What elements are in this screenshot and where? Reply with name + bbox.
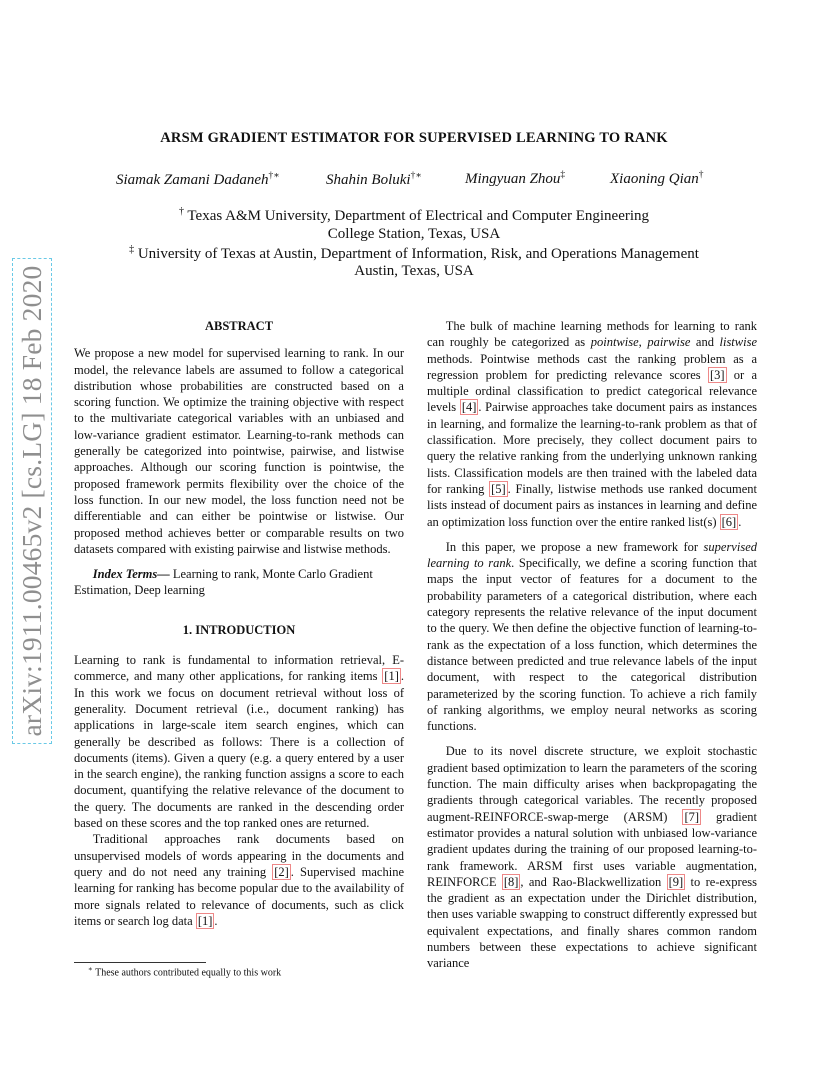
citation-9[interactable]: [9] [668,874,684,889]
citation-7[interactable]: [7] [684,809,700,824]
arxiv-stamp [12,262,52,740]
author-1: Siamak Zamani Dadaneh†∗ [116,171,280,188]
index-terms-label: Index Terms— [92,567,170,582]
citation-6[interactable]: [6] [721,514,737,529]
abstract-heading: ABSTRACT [204,319,274,333]
arxiv-stamp-text: arXiv:1911.00465v2 [cs.LG] 18 Feb 2020 [16,265,47,737]
affiliation-2-line1: ‡ University of Texas at Austin, Department of Information, Risk, and Operations Management [129,244,699,262]
citation-3[interactable]: [3] [709,367,725,382]
author-4: Xiaoning Qian† [610,170,704,187]
footnote: ∗ These authors contributed equally to this work [88,965,282,979]
right-paragraph-1: The bulk of machine learning methods for learning to rank can roughly be categorized as pointwise, pairwise and listwise methods. Pointwise methods cast the ranking problem as a regression problem for predicting relevance scores [3] or a multiple ordinal classification to predict categorical relevance levels [4] . Pairwise approaches take document pairs as instances in learning, and formalize the learning-to-rank problem as that of classification. More precisely, they collect document pairs to query the relative ranking from the underlying unknown ranking lists. Classification models are then trained with the labeled data for ranking [5] . Finally, listwise methods use ranked document lists instead of document pairs as instances in learning and define an optimization loss function over the entire ranked list(s) [6] . [427,319,758,529]
right-paragraph-3: Due to its novel discrete structure, we exploit stochastic gradient based optimization to learn the parameters of the scoring function. The main difficulty arises when backpropagating the gradients through categorical variables. The recently proposed augment-REINFORCE-swap-merge (ARSM) [7] gradient estimator provides a natural solution with unbiased low-variance gradient updates during the training of our proposed learning-to-rank framework. ARSM first uses variable augmentation, REINFORCE [8] , and Rao-Blackwellization [9] to re-express the gradient as an expectation under the Dirichlet distribution, then uses variable swapping to construct differently expressed but equivalent expectations, and finally shares common random numbers between these expectations to achieve significant variance [427,744,757,971]
intro-heading: 1. INTRODUCTION [182,622,296,637]
intro-paragraph-2: Traditional approaches rank documents based on unsupervised models of words appearing in the documents and query and do not need any training [2] . Supervised machine learning for ranking has become popular due to the availability of more signals related to relevance of documents, such as click items or search log data [1] . [74,832,404,928]
affiliation-2-line2: Austin, Texas, USA [354,263,474,279]
citation-4[interactable]: [4] [461,400,477,415]
affiliation-1-line2: College Station, Texas, USA [327,226,501,242]
index-terms: Index Terms— Learning to rank, Monte Carlo Gradient Estimation, Deep learning [74,567,373,598]
citation-1[interactable]: [1] [384,669,399,684]
citation-5[interactable]: [5] [491,481,506,496]
citation-8[interactable]: [8] [503,874,519,889]
author-2: Shahin Boluki†∗ [326,171,422,188]
citation-1b[interactable]: [1] [197,913,213,928]
intro-paragraph-1: Learning to rank is fundamental to information retrieval, E-commerce, and many other applications, for ranking items [1] . In this work we focus on document retrieval without loss of generality. Document retrieval (i.e., document ranking) has applications in large-scale item search engines, which can generally be described as follows: There is a collection of documents (items). Given a query (e.g. a query entered by a user in the search engine), the ranking function assigns a score to each document, quantifying the relative relevance of the document to the query. The documents are ranked in the descending order based on these scores and the top ranked ones are returned. [74,653,404,831]
citation-2[interactable]: [2] [274,864,289,879]
right-column [427,318,757,972]
left-column [74,318,404,929]
affiliation-1-line1: † Texas A&M University, Department of Electrical and Computer Engineering [178,206,650,224]
author-3: Mingyuan Zhou‡ [465,170,566,187]
abstract-text: We propose a new model for supervised learning to rank. In our model, the relevance labels are assumed to follow a categorical distribution whose probabilities are constructed based on a scoring function. We optimize the training objective with respect to the multivariate categorical variables with an unbiased and low-variance gradient estimator. Learning-to-rank methods can generally be categorized into pointwise, pairwise, and listwise approaches. Although our scoring function is pointwise, the proposed framework permits flexibility over the choice of the loss function. In our new model, the loss function need not be differentiable and can either be pointwise or listwise. Our proposed method achieves better or comparable results on two datasets compared with existing pairwise and listwise methods. [74,346,404,556]
right-paragraph-2: In this paper, we propose a new framework for supervised learning to rank. Specifically, we define a scoring function that maps the input vector of features for a document to the probability parameters of a categorical distribution, where each category represents the relative relevance of the input document to the query. We then define the objective function of learning-to-rank as the expectation of a loss function, which determines the distance between predicted and true relevance labels of the input document, with respect to the categorical distribution parameterized by the scoring function. To achieve a rich family of ranking algorithms, we employ neural networks as scoring functions. [427,539,757,734]
paper-title: ARSM GRADIENT ESTIMATOR FOR SUPERVISED LEARNING TO RANK [160,130,668,146]
footnote-rule [74,962,206,963]
